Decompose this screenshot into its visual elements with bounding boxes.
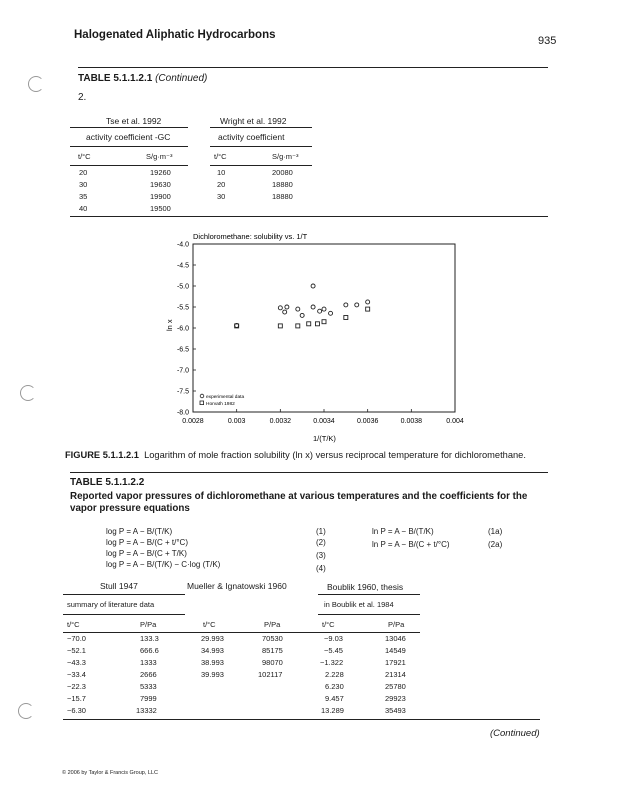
table-cell: 20080 — [272, 168, 293, 177]
table-cell: 19900 — [150, 192, 171, 201]
table-cell: −22.3 — [67, 682, 86, 691]
table2-method-3: in Boublik et al. 1984 — [324, 600, 394, 609]
data-point-circle — [322, 307, 326, 311]
table-cell: 18880 — [272, 180, 293, 189]
table-cell: 1333 — [140, 658, 157, 667]
table-cell: 70530 — [262, 634, 283, 643]
data-point-circle — [366, 300, 370, 304]
table1-col-s-1: S/g·m⁻³ — [146, 152, 173, 161]
equation: log P = A − B/(T/K) − C·log (T/K) — [106, 560, 221, 569]
page-number: 935 — [538, 35, 557, 47]
table-cell: −6.30 — [67, 706, 86, 715]
table-cell: 20 — [217, 180, 226, 189]
table2-source-1: Stull 1947 — [100, 581, 138, 591]
table-cell: 14549 — [385, 646, 406, 655]
table-cell: 21314 — [385, 670, 406, 679]
running-title: Halogenated Aliphatic Hydrocarbons — [74, 29, 276, 41]
table-cell: −1.322 — [320, 658, 344, 667]
x-tick-label: 0.004 — [446, 418, 464, 425]
table-cell: −52.1 — [67, 646, 86, 655]
y-tick-label: -5.0 — [176, 283, 189, 291]
equation: ln P = A − B/(T/K) — [372, 527, 434, 536]
equation-number: (2a) — [488, 540, 503, 549]
table2-bottom-rule — [63, 719, 540, 720]
rule — [318, 594, 420, 595]
chart-legend — [200, 394, 244, 407]
table-cell: 20 — [79, 168, 88, 177]
equation: log P = A − B/(C + T/K) — [106, 549, 187, 558]
table2-col-t-2: t/°C — [203, 620, 216, 629]
table-cell: 34.993 — [201, 646, 224, 655]
table-cell: −33.4 — [67, 670, 86, 679]
copyright: © 2006 by Taylor & Francis Group, LLC — [62, 770, 158, 776]
table2-col-p-1: P/Pa — [140, 620, 157, 629]
table2-description: Reported vapor pressures of dichloromethane at various temperatures and the coefficients for the vapor pressure equations — [70, 491, 528, 514]
table-cell: 17921 — [385, 658, 406, 667]
equation: log P = A − B/(C + t/°C) — [106, 538, 188, 547]
table-cell: 98070 — [262, 658, 283, 667]
table-cell: 5333 — [140, 682, 157, 691]
table-cell: −9.03 — [324, 634, 343, 643]
table-cell: 666.6 — [140, 646, 159, 655]
data-point-circle — [355, 303, 359, 307]
data-point-circle — [296, 307, 300, 311]
table-cell: 25780 — [385, 682, 406, 691]
data-point-circle — [278, 306, 282, 310]
data-point-circle — [300, 313, 304, 317]
table1-col-t-2: t/°C — [214, 152, 227, 161]
table-cell: 39.993 — [201, 670, 224, 679]
rule — [210, 165, 312, 166]
y-tick-label: -8.0 — [176, 409, 189, 417]
table-cell: 13332 — [136, 706, 157, 715]
table2-col-p-2: P/Pa — [264, 620, 281, 629]
data-point-circle — [344, 303, 348, 307]
table-cell: 9.457 — [325, 694, 344, 703]
table-cell: 85175 — [262, 646, 283, 655]
data-point-circle — [329, 311, 333, 315]
binder-hole — [20, 385, 36, 401]
table-cell: −15.7 — [67, 694, 86, 703]
table-cell: 40 — [79, 204, 88, 213]
equation: ln P = A − B/(C + t/°C) — [372, 540, 450, 549]
data-point-square — [307, 322, 311, 326]
equation-number: (3) — [316, 551, 326, 560]
table-cell: 133.3 — [140, 634, 159, 643]
table2-col-t-1: t/°C — [67, 620, 80, 629]
rule — [70, 127, 188, 128]
y-tick-label: -7.0 — [176, 367, 189, 375]
table-cell: 13.289 — [321, 706, 344, 715]
table-cell: 2666 — [140, 670, 157, 679]
y-tick-label: -6.5 — [176, 346, 189, 354]
chart-title: Dichloromethane: solubility vs. 1/T — [193, 232, 308, 241]
table2-col-t-3: t/°C — [322, 620, 335, 629]
data-point-square — [278, 324, 282, 328]
table1-method-2: activity coefficient — [218, 132, 285, 142]
x-tick-label: 0.0034 — [313, 418, 335, 425]
plot-frame — [193, 244, 455, 412]
rule — [210, 127, 312, 128]
equation-number: (1) — [316, 527, 326, 536]
x-axis — [182, 409, 464, 425]
rule — [63, 614, 185, 615]
y-tick-label: -4.0 — [176, 241, 189, 249]
data-point-square — [366, 307, 370, 311]
table-cell: 6.230 — [325, 682, 344, 691]
table2-caption: TABLE 5.1.1.2.2 — [70, 477, 145, 488]
equation-number: (1a) — [488, 527, 503, 536]
data-point-circle — [285, 305, 289, 309]
x-tick-label: 0.0036 — [356, 418, 379, 425]
continued-note: (Continued) — [490, 728, 540, 739]
x-tick-label: 0.003 — [227, 418, 246, 425]
table2-col-p-3: P/Pa — [388, 620, 405, 629]
legend-entry: Horvath 1982 — [206, 402, 235, 407]
table-cell: −70.0 — [67, 634, 86, 643]
table1-caption: TABLE 5.1.1.2.1 (Continued) — [78, 73, 208, 84]
equation-number: (4) — [316, 564, 326, 573]
table-cell: 2.228 — [325, 670, 344, 679]
table1-col-s-2: S/g·m⁻³ — [272, 152, 299, 161]
data-point-circle — [283, 310, 287, 314]
table-cell: −43.3 — [67, 658, 86, 667]
table2-source-2: Mueller & Ignatowski 1960 — [187, 581, 287, 591]
table-cell: 19500 — [150, 204, 171, 213]
table1-method-1: activity coefficient -GC — [86, 132, 171, 142]
table-cell: 18880 — [272, 192, 293, 201]
data-point-circle — [318, 309, 322, 313]
table2-top-rule — [70, 472, 548, 473]
data-points — [235, 284, 370, 328]
table-cell: 30 — [79, 180, 88, 189]
binder-hole — [18, 703, 34, 719]
rule — [70, 165, 188, 166]
table2-method-1: summary of literature data — [67, 600, 155, 609]
table-cell: 19260 — [150, 168, 171, 177]
rule — [210, 146, 312, 147]
data-point-square — [296, 324, 300, 328]
y-tick-label: -6.0 — [176, 325, 189, 333]
x-axis-label: 1/(T/K) — [313, 434, 336, 443]
table2-source-3: Boublik 1960, thesis — [327, 582, 404, 592]
table-cell: −5.45 — [324, 646, 343, 655]
data-point-circle — [311, 305, 315, 309]
data-point-square — [315, 322, 319, 326]
rule — [63, 632, 420, 633]
legend-marker-circle — [200, 394, 204, 398]
x-tick-label: 0.0038 — [400, 418, 423, 425]
legend-marker-square — [200, 401, 204, 405]
table1-bottom-rule — [70, 216, 548, 217]
y-tick-label: -4.5 — [176, 262, 189, 270]
data-point-square — [344, 316, 348, 320]
data-point-square — [322, 320, 326, 324]
y-tick-label: -7.5 — [176, 388, 189, 396]
y-tick-label: -5.5 — [176, 304, 189, 312]
x-tick-label: 0.0032 — [269, 418, 292, 425]
table-cell: 30 — [217, 192, 226, 201]
table-cell: 7999 — [140, 694, 157, 703]
table-cell: 29.993 — [201, 634, 224, 643]
table-cell: 38.993 — [201, 658, 224, 667]
table1-source-2: Wright et al. 1992 — [220, 116, 287, 126]
legend-entry: experimental data — [206, 395, 245, 400]
table1-source-1: Tse et al. 1992 — [106, 116, 162, 126]
rule — [318, 614, 420, 615]
table-cell: 102117 — [258, 670, 283, 679]
table-cell: 29923 — [385, 694, 406, 703]
binder-hole — [28, 76, 44, 92]
rule — [63, 594, 185, 595]
table-cell: 10 — [217, 168, 226, 177]
table-cell: 19630 — [150, 180, 171, 189]
table-cell: 13046 — [385, 634, 406, 643]
table-top-rule — [78, 67, 548, 68]
figure-caption: FIGURE 5.1.1.2.1 Logarithm of mole fraction solubility (ln x) versus reciprocal temperature for dichloromethane. — [65, 450, 526, 460]
x-tick-label: 0.0028 — [182, 418, 204, 425]
table1-col-t-1: t/°C — [78, 152, 91, 161]
equation-number: (2) — [316, 538, 326, 547]
data-point-circle — [311, 284, 315, 288]
table1-sub-label: 2. — [78, 92, 87, 103]
solubility-chart — [160, 228, 480, 448]
y-axis-label: ln x — [165, 319, 174, 331]
table-cell: 35493 — [385, 706, 406, 715]
equation: log P = A − B/(T/K) — [106, 527, 173, 536]
rule — [70, 146, 188, 147]
table-cell: 35 — [79, 192, 88, 201]
